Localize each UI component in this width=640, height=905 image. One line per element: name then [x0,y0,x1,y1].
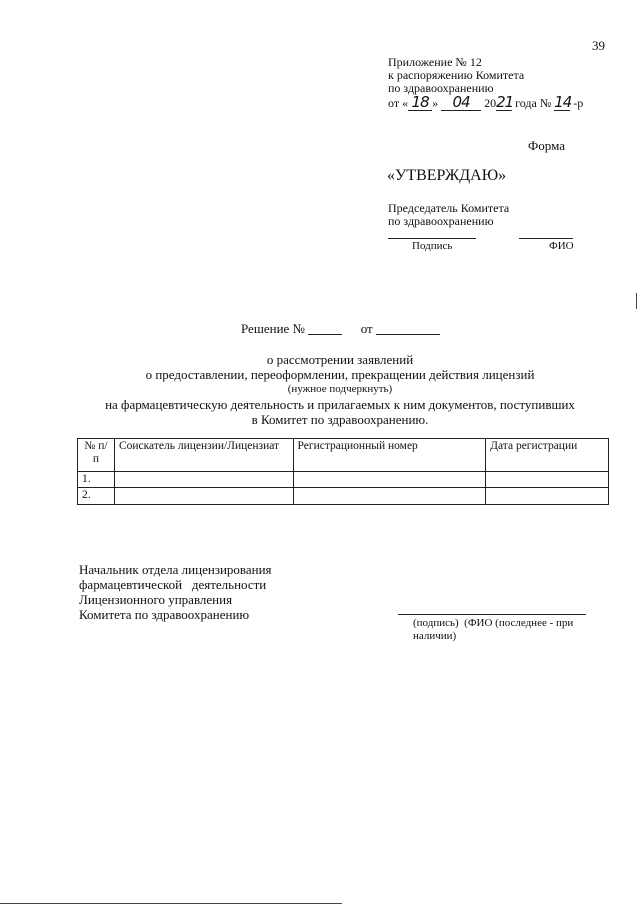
decision-line-3: на фармацевтическую деятельность и прилагаемых к ним документов, поступивших [105,397,575,412]
decision-date-field [376,334,440,335]
row-1-reg-date [486,472,609,488]
decision-line-1: о рассмотрении заявлений [266,352,414,367]
approve-line-2: по здравоохранению [388,214,494,228]
date-day: 18 [411,93,429,111]
name-caption: ФИО [549,240,574,252]
appendix-date-line [388,95,583,111]
row-1-number: 1. [78,472,115,488]
header-number: № п/п [78,439,115,472]
header-applicant: Соискатель лицензии/Лицензиат [114,439,293,472]
page-number: 39 [592,38,605,53]
row-1-reg-number [293,472,486,488]
applications-table [77,438,609,505]
approve-title: «УТВЕРЖДАЮ» [387,167,507,184]
decision-line-4: в Комитет по здравоохранению. [251,412,429,427]
signature-line [388,238,476,239]
margin-mark [636,293,637,309]
decision-note: (нужное подчеркнуть) [287,383,393,395]
decision-from: от [360,321,373,336]
date-month: 04 [452,93,470,111]
signatory-line-2: фармацевтической деятельности [79,577,267,592]
number-suffix: -р [573,96,584,110]
decision-title-line [241,321,440,336]
table-row [78,488,609,505]
bottom-rule [0,903,342,904]
form-label: Форма [528,138,565,153]
signatory-caption-line-1: (подпись) (ФИО (последнее - при [413,617,574,629]
header-reg-number: Регистрационный номер [293,439,486,472]
date-prefix: от « [388,96,409,110]
header-reg-date: Дата регистрации [486,439,609,472]
appendix-line-3: по здравоохранению [388,81,494,95]
row-1-applicant [114,472,293,488]
appendix-line-1: Приложение № 12 [388,55,482,69]
date-mid: » [432,96,439,110]
signatory-caption-line-2: наличии) [413,630,457,642]
appendix-line-2: к распоряжению Комитета [388,68,525,82]
signatory-signature-line [398,614,586,615]
year-prefix: 20 [484,96,497,110]
table-header-row [78,439,609,472]
date-month-field [441,95,481,111]
decision-number-field [308,334,342,335]
name-line [519,238,573,239]
date-year: 21 [496,93,514,111]
order-number: 14 [554,93,572,111]
order-number-field [554,95,570,111]
row-2-reg-number [293,488,486,505]
number-sign: № [539,96,552,110]
decision-line-2: о предоставлении, переоформлении, прекращении действия лицензий [145,367,535,382]
decision-title: Решение № [241,321,305,336]
signatory-line-3: Лицензионного управления [79,592,233,607]
row-2-number: 2. [78,488,115,505]
row-2-reg-date [486,488,609,505]
signatory-line-4: Комитета по здравоохранению [79,607,250,622]
signature-caption: Подпись [412,240,453,252]
date-year-field [496,95,512,111]
date-day-field [408,95,432,111]
signatory-line-1: Начальник отдела лицензирования [79,562,272,577]
table-row [78,472,609,488]
approve-line-1: Председатель Комитета [388,201,510,215]
year-word: года [515,96,537,110]
row-2-applicant [114,488,293,505]
